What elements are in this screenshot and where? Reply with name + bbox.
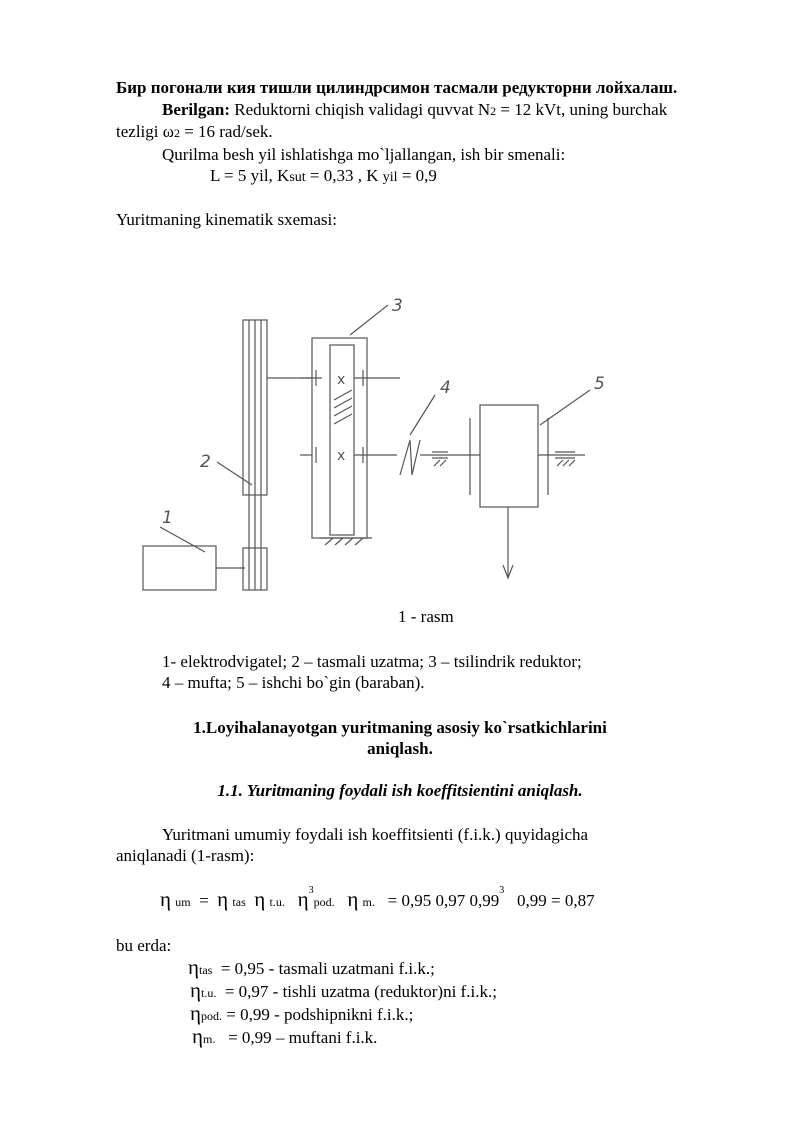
eta-symbol: η [160,887,171,911]
given-speed-text: tezligi ω [116,122,174,141]
figure-caption: 1 - rasm [398,607,454,626]
param-kyil-sub: yil [382,170,398,185]
given-power-end: = 12 kVt, uning burchak [496,100,668,119]
sub-tas: tas [232,895,246,909]
motor-leader [160,527,205,552]
given-label: Berilgan: [162,100,230,119]
reducer-housing [312,338,367,538]
document-title: Бир погонали кия тишли цилиндрсимон тасмали редукторни лойхалаш. [116,78,678,97]
sup-3: 3 [308,885,314,896]
given-power-text: Reduktorni chiqish validagi quvvat N [234,100,491,119]
eta-symbol: η [192,1024,203,1048]
drum-leader [540,390,590,425]
coupling-leader [410,395,435,435]
section-1-1-heading: 1.1. Yuritmaning foydali ish koeffitsientini aniqlash. [217,781,583,800]
given-power-sub: 2 [490,104,497,118]
label-1: 1 [162,508,173,528]
section-1-heading-line-1: 1.Loyihalanayotgan yuritmaning asosiy ko`rsatkichlarini [193,718,607,737]
body-para-line-1: Yuritmani umumiy foydali ish koeffitsienti (f.i.k.) quyidagicha [162,825,589,844]
belt-leader [217,462,252,485]
label-3: 3 [392,296,403,316]
where-sub: tas [198,963,213,977]
eta-symbol: η [254,887,266,911]
param-mid: = 0,33 , K [305,166,383,185]
where-item [192,1024,377,1049]
sub-pod: pod. [313,895,335,909]
eta-symbol: η [347,887,359,911]
where-sub: pod. [200,1009,222,1023]
given-line-3: Qurilma besh yil ishlatishga mo`ljallangan, ish bir smenali: [162,145,566,164]
drum-body [480,405,538,507]
eta-symbol: η [297,887,309,911]
body-para-line-2: aniqlanadi (1-rasm): [116,846,255,865]
where-text: = 0,99 - podshipnikni f.i.k.; [226,1005,414,1024]
sub-um: um [175,895,191,909]
label-4: 4 [440,378,451,398]
given-speed-sub: 2 [173,126,180,140]
sub-tu: t.u. [269,895,285,909]
eta-symbol: η [190,978,201,1002]
formula-result: 0,99 = 0,87 [516,891,595,910]
formula-eq: = [199,891,209,910]
param-L: L = 5 yil, K [210,166,290,185]
formula-values: = 0,95 0,97 0,99 [387,891,500,910]
param-end: = 0,9 [397,166,437,185]
reducer-leader [350,305,388,335]
motor-body [143,546,216,590]
where-sub: t.u. [200,986,217,1000]
eta-symbol: η [188,955,199,979]
where-item [190,978,497,1003]
section-1-heading-line-2: aniqlash. [367,739,433,758]
param-ksut-sub: sut [289,170,306,185]
eta-symbol: η [190,1001,201,1025]
sub-m: m. [362,895,375,909]
label-2: 2 [200,452,211,472]
given-speed-end: = 16 rad/sek. [179,122,273,141]
scheme-heading: Yuritmaning kinematik sxemasi: [116,210,337,229]
svg-text:x: x [337,372,346,388]
label-5: 5 [594,374,605,394]
where-item [190,1001,413,1026]
coupling-mark [400,440,420,475]
values-sup: 3 [499,885,505,896]
where-text: = 0,95 - tasmali uzatmani f.i.k.; [220,959,435,978]
where-item [188,955,435,980]
svg-text:x: x [337,448,346,464]
legend-line-1: 1- elektrodvigatel; 2 – tasmali uzatma; 3 – tsilindrik reduktor; [162,652,582,671]
where-sub: m. [202,1032,216,1046]
legend-line-2: 4 – mufta; 5 – ishchi bo`gin (baraban). [162,673,425,692]
efficiency-formula [160,887,595,912]
eta-symbol: η [217,887,229,911]
where-text: = 0,99 – muftani f.i.k. [228,1028,378,1047]
where-label: bu erda: [116,936,172,955]
where-text: = 0,97 - tishli uzatma (reduktor)ni f.i.k.; [224,982,497,1001]
